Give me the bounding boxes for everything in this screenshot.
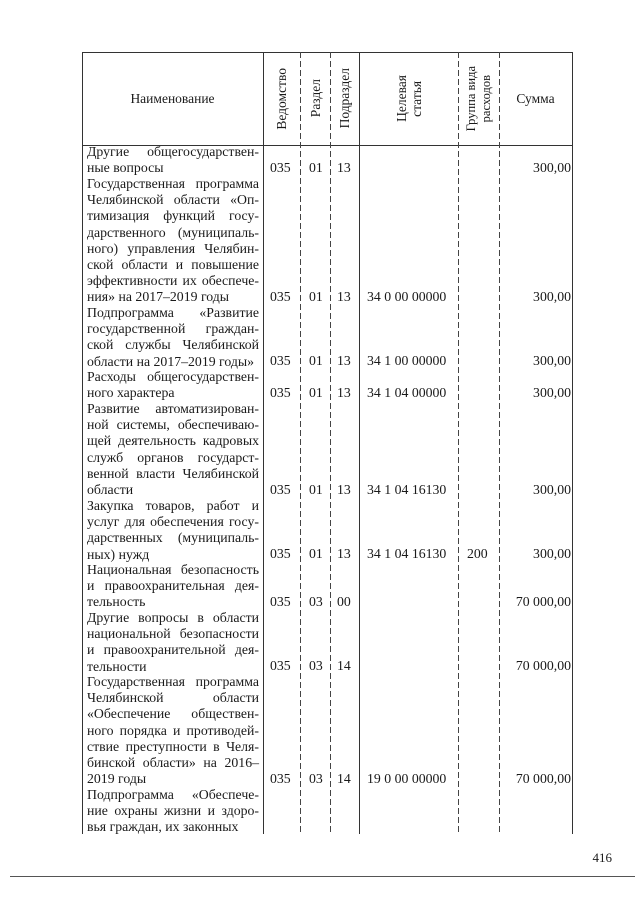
row-sect: 01 <box>309 353 323 368</box>
row-sum: 300,00 <box>533 353 571 368</box>
col-divider-name <box>263 52 264 834</box>
row-name: Подпрограмма «Обеспече-ние охраны жизни и здоро-вья граждан, их законных <box>87 787 259 835</box>
header-target-article <box>359 52 458 145</box>
header-expense-group-line1: Группа вида <box>463 65 478 132</box>
col-divider-group <box>499 52 500 834</box>
row-dept: 035 <box>270 385 291 400</box>
header-expense-group-line2: расходов <box>478 74 493 123</box>
row-sect: 03 <box>309 658 323 673</box>
header-sum <box>499 52 572 145</box>
row-sub: 14 <box>337 658 351 673</box>
row-sub: 00 <box>337 594 351 609</box>
row-dept: 035 <box>270 160 291 175</box>
page-number: 416 <box>592 850 612 865</box>
row-name: Государственная программа Челябинской области «Оп-тимизация функций госу-дарственного (муниципаль-ного) управления Челябин-ской области и повышение эффективности их обеспече-ния» на 2017–2019 годы <box>87 176 259 305</box>
row-sub: 13 <box>337 482 351 497</box>
header-name <box>82 52 263 145</box>
row-article: 34 0 00 00000 <box>367 289 447 304</box>
row-article: 34 1 04 16130 <box>367 546 447 561</box>
row-dept: 035 <box>270 594 291 609</box>
row-name: Государственная программа Челябинской области «Обеспечение обществен-ного порядка и противодей-ствие преступности в Челя-бинской области» на 2016–2019 годы <box>87 674 259 787</box>
row-dept: 035 <box>270 658 291 673</box>
row-sum: 300,00 <box>533 289 571 304</box>
row-sub: 13 <box>337 353 351 368</box>
row-sum: 300,00 <box>533 160 571 175</box>
header-subsection-text: Подраздел <box>337 68 352 129</box>
col-divider-article <box>458 52 459 834</box>
row-sect: 01 <box>309 546 323 561</box>
row-sub: 14 <box>337 771 351 786</box>
row-sect: 01 <box>309 160 323 175</box>
row-article: 34 1 04 16130 <box>367 482 447 497</box>
row-sum: 70 000,00 <box>515 771 571 786</box>
row-sect: 01 <box>309 482 323 497</box>
row-article: 34 1 00 00000 <box>367 353 447 368</box>
row-sum: 70 000,00 <box>515 658 571 673</box>
row-article: 19 0 00 00000 <box>367 771 447 786</box>
row-dept: 035 <box>270 289 291 304</box>
header-expense-group <box>458 52 499 145</box>
header-subsection <box>330 52 359 145</box>
row-sum: 300,00 <box>533 385 571 400</box>
table-right-border <box>572 52 573 834</box>
row-sub: 13 <box>337 546 351 561</box>
row-name: Другие общегосударствен-ные вопросы <box>87 144 259 176</box>
row-dept: 035 <box>270 546 291 561</box>
row-sub: 13 <box>337 160 351 175</box>
header-department-text: Ведомство <box>274 67 289 130</box>
row-sect: 03 <box>309 594 323 609</box>
header-department <box>263 52 300 145</box>
row-name: Другие вопросы в области национальной безопасности и правоохранительной дея-тельности <box>87 610 259 674</box>
row-name: Закупка товаров, работ и услуг для обеспечения госу-дарственных (муниципаль-ных) нужд <box>87 498 259 562</box>
row-sum: 300,00 <box>533 546 571 561</box>
header-section-text: Раздел <box>307 79 323 118</box>
header-target-article-line2: статья <box>408 80 424 117</box>
col-divider-sub <box>359 52 360 834</box>
row-sum: 300,00 <box>533 482 571 497</box>
page-bottom-rule <box>10 876 635 877</box>
col-divider-sect <box>330 52 331 834</box>
row-sub: 13 <box>337 289 351 304</box>
row-dept: 035 <box>270 482 291 497</box>
row-article: 34 1 04 00000 <box>367 385 447 400</box>
table-left-border <box>82 52 83 834</box>
row-name: Национальная безопасность и правоохранительная дея-тельность <box>87 562 259 610</box>
row-dept: 035 <box>270 353 291 368</box>
row-sect: 01 <box>309 289 323 304</box>
header-sum-text: Сумма <box>516 91 555 106</box>
row-sum: 70 000,00 <box>515 594 571 609</box>
row-dept: 035 <box>270 771 291 786</box>
row-name: Развитие автоматизирован-ной системы, обеспечиваю-щей деятельность кадровых служб органов государст-венной власти Челябинской области <box>87 401 259 498</box>
header-name-text: Наименование <box>130 91 215 106</box>
row-sub: 13 <box>337 385 351 400</box>
header-target-article-line1: Целевая <box>393 75 409 122</box>
col-divider-dept <box>300 52 301 834</box>
row-name: Подпрограмма «Развитие государственной граждан-ской службы Челябинской области на 2017–2019 годы» <box>87 305 259 369</box>
row-name: Расходы общегосударствен-ного характера <box>87 369 259 401</box>
row-sect: 03 <box>309 771 323 786</box>
header-section <box>300 52 330 145</box>
row-sect: 01 <box>309 385 323 400</box>
row-group: 200 <box>467 546 488 561</box>
